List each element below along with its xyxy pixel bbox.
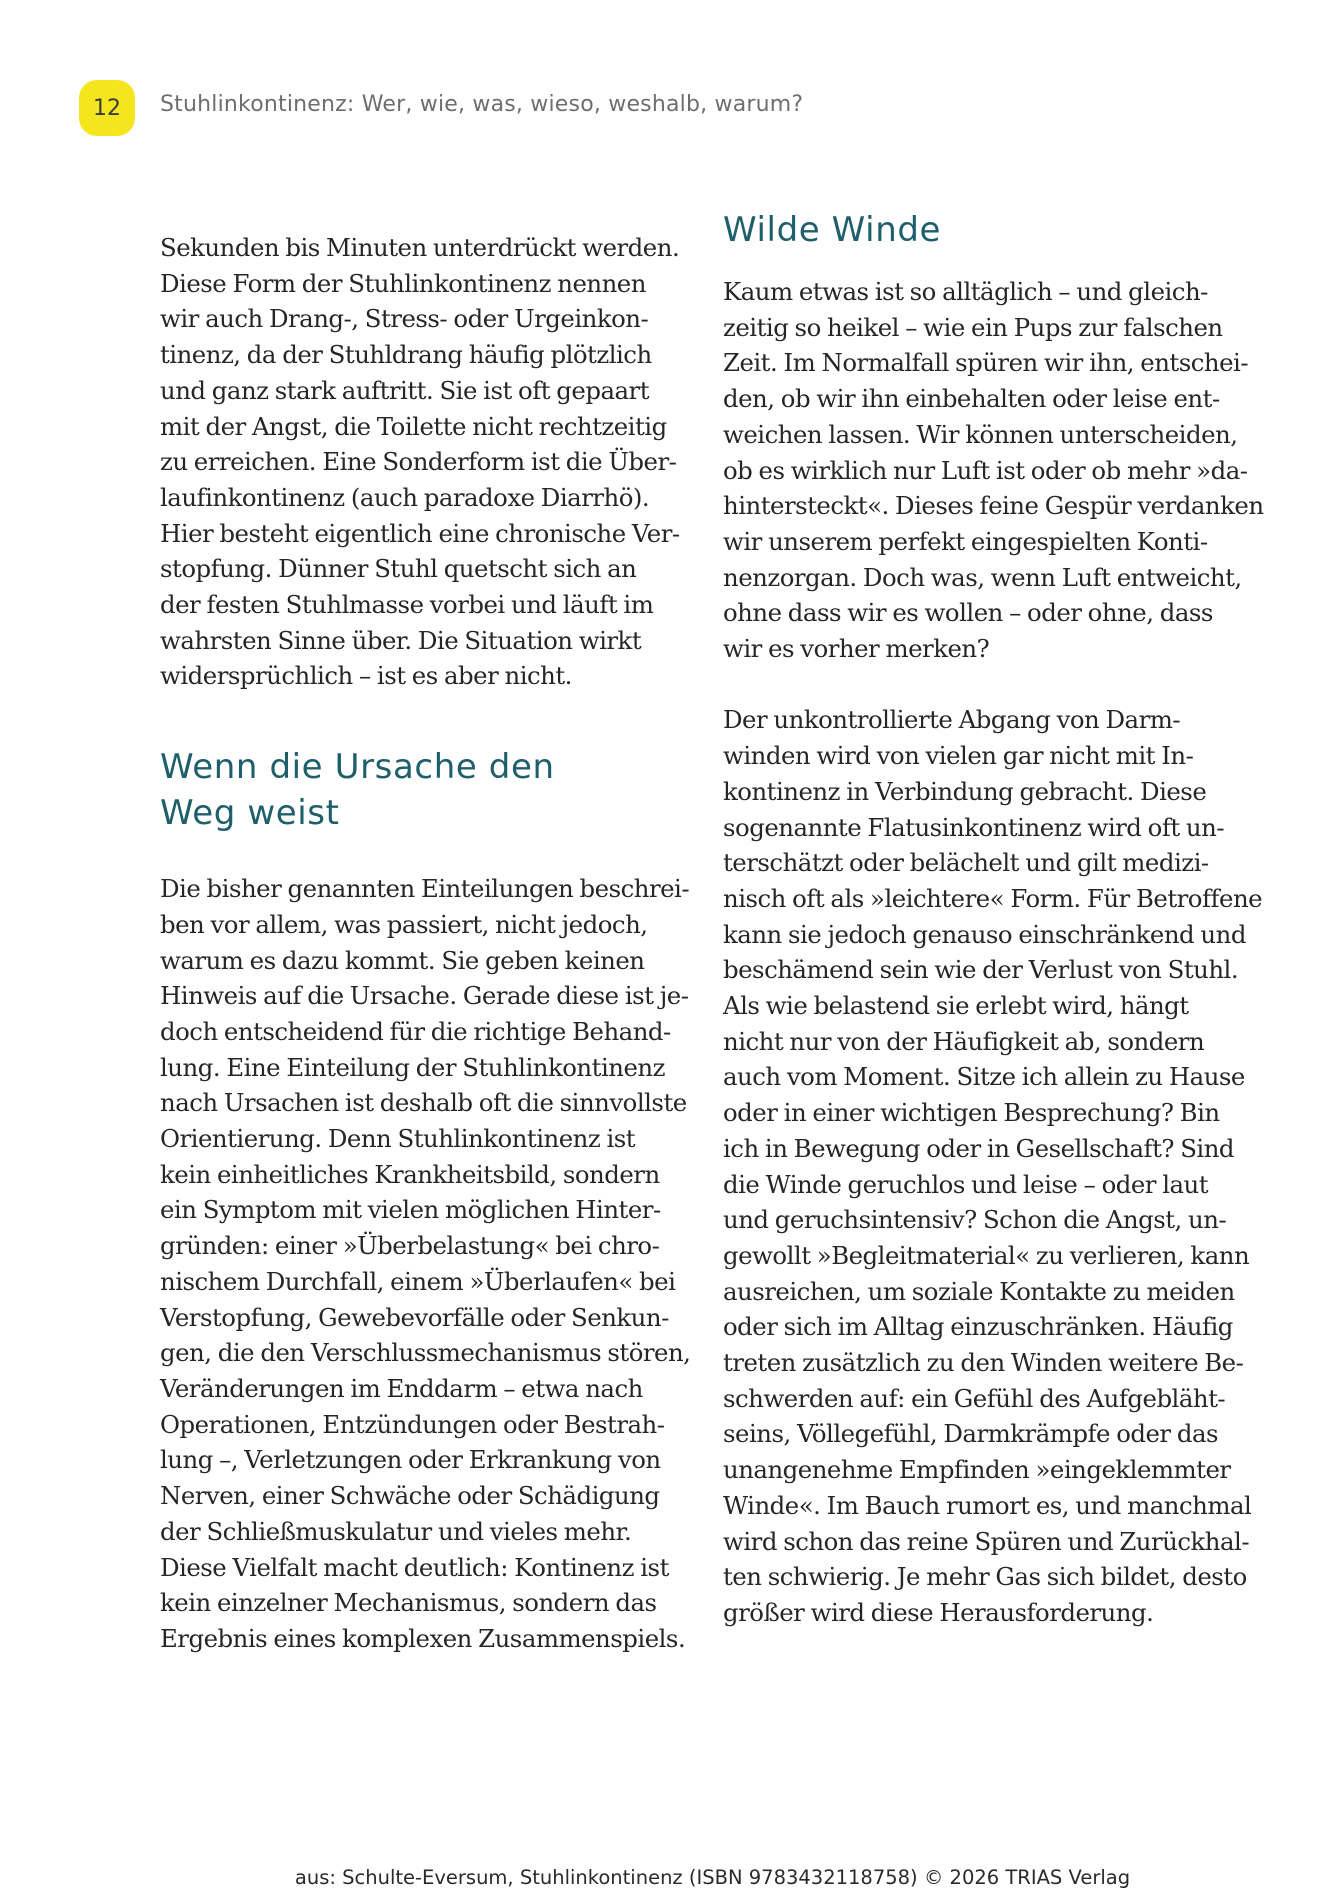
text-line: wir es vorher merken? xyxy=(723,634,990,664)
left-column xyxy=(160,230,691,1657)
text-line: gen, die den Verschlussmechanismus stören, xyxy=(160,1338,691,1368)
text-line: ohne dass wir es wollen – oder ohne, dass xyxy=(723,598,1213,628)
text-line: Diese Form der Stuhlinkontinenz nennen xyxy=(160,268,646,298)
text-line: nenzorgan. Doch was, wenn Luft entweicht, xyxy=(723,562,1242,592)
text-line: nach Ursachen ist deshalb oft die sinnvollste xyxy=(160,1088,687,1118)
text-line: kein einzelner Mechanismus, sondern das xyxy=(160,1588,657,1618)
text-line: laufinkontinenz (auch paradoxe Diarrhö). xyxy=(160,482,650,512)
text-line: Nerven, einer Schwäche oder Schädigung xyxy=(160,1481,660,1511)
text-line: Als wie belastend sie erlebt wird, hängt xyxy=(723,991,1189,1021)
source-line: aus: Schulte-Eversum, Stuhlinkontinenz (ISBN 9783432118758) © 2026 TRIAS Verlag xyxy=(294,1866,1131,1889)
text-line: zu erreichen. Eine Sonderform ist die Über- xyxy=(160,447,677,477)
text-line: Ergebnis eines komplexen Zusammenspiels. xyxy=(160,1623,686,1653)
text-line: schwerden auf: ein Gefühl des Aufgebläht- xyxy=(723,1383,1226,1413)
page-number: 12 xyxy=(93,95,121,121)
text-line: Hier besteht eigentlich eine chronische Ver- xyxy=(160,518,680,548)
running-head-title: Stuhlinkontinenz: Wer, wie, was, wieso, weshalb, warum? xyxy=(160,92,804,117)
text-line: auch vom Moment. Sitze ich allein zu Hause xyxy=(723,1062,1245,1092)
text-line: gewollt »Begleitmaterial« zu verlieren, kann xyxy=(723,1240,1250,1270)
text-line: Diese Vielfalt macht deutlich: Kontinenz ist xyxy=(160,1552,669,1582)
text-line: ich in Bewegung oder in Gesellschaft? Sind xyxy=(723,1133,1235,1163)
text-line: kann sie jedoch genauso einschränkend und xyxy=(723,919,1246,949)
text-line: ob es wirklich nur Luft ist oder ob mehr »da- xyxy=(723,455,1248,485)
text-line: der Schließmuskulatur und vieles mehr. xyxy=(160,1516,632,1546)
text-line: Hinweis auf die Ursache. Gerade diese ist je- xyxy=(160,981,689,1011)
text-line: unangenehme Empfinden »eingeklemmter xyxy=(723,1455,1231,1485)
text-line: nicht nur von der Häufigkeit ab, sondern xyxy=(723,1026,1205,1056)
text-line: größer wird diese Herausforderung. xyxy=(723,1598,1154,1627)
text-line: oder in einer wichtigen Besprechung? Bin xyxy=(723,1098,1220,1128)
text-line: Weg weist xyxy=(160,793,340,834)
text-line: ben vor allem, was passiert, nicht jedoch, xyxy=(160,909,648,939)
page-number-badge xyxy=(79,80,135,136)
left-paragraph-2 xyxy=(160,871,691,1656)
text-line: wahrsten Sinne über. Die Situation wirkt xyxy=(160,625,642,655)
text-line: winden wird von vielen gar nicht mit In- xyxy=(723,741,1194,771)
text-line: Veränderungen im Enddarm – etwa nach xyxy=(160,1373,643,1403)
section-heading-ursache xyxy=(160,744,675,836)
text-line: kontinenz in Verbindung gebracht. Diese xyxy=(723,776,1207,806)
right-paragraph-2 xyxy=(723,702,1263,1630)
text-line: ten schwierig. Je mehr Gas sich bildet, desto xyxy=(723,1562,1247,1592)
text-line: beschämend sein wie der Verlust von Stuhl. xyxy=(723,955,1239,985)
text-line: gründen: einer »Überbelastung« bei chro- xyxy=(160,1231,660,1261)
text-line: Kaum etwas ist so alltäglich – und gleich- xyxy=(723,277,1208,306)
text-line: weichen lassen. Wir können unterscheiden, xyxy=(723,419,1238,449)
right-column xyxy=(723,210,1264,1631)
text-line: die Winde geruchlos und leise – oder laut xyxy=(723,1169,1209,1199)
text-line: Der unkontrollierte Abgang von Darm- xyxy=(723,705,1181,735)
text-line: Wilde Winde xyxy=(723,210,942,250)
text-line: seins, Völlegefühl, Darmkrämpfe oder das xyxy=(723,1419,1219,1449)
text-line: widersprüchlich – ist es aber nicht. xyxy=(160,661,572,691)
text-line: nischem Durchfall, einem »Überlaufen« bei xyxy=(160,1266,676,1296)
section-heading-wilde-winde xyxy=(723,207,1243,253)
text-line: Orientierung. Denn Stuhlinkontinenz ist xyxy=(160,1124,636,1154)
text-line: ein Symptom mit vielen möglichen Hinter- xyxy=(160,1195,661,1225)
text-line: zeitig so heikel – wie ein Pups zur falschen xyxy=(723,312,1223,342)
text-line: den, ob wir ihn einbehalten oder leise ent- xyxy=(723,384,1220,414)
text-line: warum es dazu kommt. Sie geben keinen xyxy=(160,945,645,975)
text-line: stopfung. Dünner Stuhl quetscht sich an xyxy=(160,554,637,584)
text-line: treten zusätzlich zu den Winden weitere Be- xyxy=(723,1348,1244,1378)
text-line: Sekunden bis Minuten unterdrückt werden. xyxy=(160,233,680,262)
text-line: mit der Angst, die Toilette nicht rechtzeitig xyxy=(160,411,667,441)
text-line: Operationen, Entzündungen oder Bestrah- xyxy=(160,1409,665,1439)
text-line: oder sich im Alltag einzuschränken. Häufig xyxy=(723,1312,1233,1342)
text-line: und geruchsintensiv? Schon die Angst, un- xyxy=(723,1205,1227,1235)
text-line: lung. Eine Einteilung der Stuhlinkontinenz xyxy=(160,1052,665,1082)
source-footer xyxy=(0,1866,1339,1889)
text-line: hintersteckt«. Dieses feine Gespür verdanken xyxy=(723,491,1264,521)
text-line: sogenannte Flatusinkontinenz wird oft un- xyxy=(723,812,1225,842)
text-line: Wenn die Ursache den xyxy=(160,747,555,788)
text-line: wir unserem perfekt eingespielten Konti- xyxy=(723,526,1208,556)
text-line: kein einheitliches Krankheitsbild, sondern xyxy=(160,1159,660,1189)
text-line: Zeit. Im Normalfall spüren wir ihn, entschei- xyxy=(723,348,1249,378)
text-line: tinenz, da der Stuhldrang häufig plötzlich xyxy=(160,340,652,370)
text-line: nisch oft als »leichtere« Form. Für Betroffene xyxy=(723,883,1263,913)
text-line: Winde«. Im Bauch rumort es, und manchmal xyxy=(723,1490,1252,1520)
text-line: wir auch Drang-, Stress- oder Urgeinkon- xyxy=(160,304,649,334)
text-line: Verstopfung, Gewebevorfälle oder Senkun- xyxy=(160,1302,669,1332)
left-paragraph-1 xyxy=(160,230,680,694)
text-line: der festen Stuhlmasse vorbei und läuft im xyxy=(160,590,654,620)
right-paragraph-1 xyxy=(723,274,1264,667)
text-line: Die bisher genannten Einteilungen beschrei- xyxy=(160,874,690,904)
text-line: und ganz stark auftritt. Sie ist oft gepaart xyxy=(160,375,649,405)
text-line: lung –, Verletzungen oder Erkrankung von xyxy=(160,1445,661,1475)
text-line: wird schon das reine Spüren und Zurückhal- xyxy=(723,1526,1250,1556)
text-line: terschätzt oder belächelt und gilt medizi- xyxy=(723,848,1209,878)
text-line: doch entscheidend für die richtige Behand- xyxy=(160,1016,671,1046)
text-line: ausreichen, um soziale Kontakte zu meiden xyxy=(723,1276,1235,1306)
